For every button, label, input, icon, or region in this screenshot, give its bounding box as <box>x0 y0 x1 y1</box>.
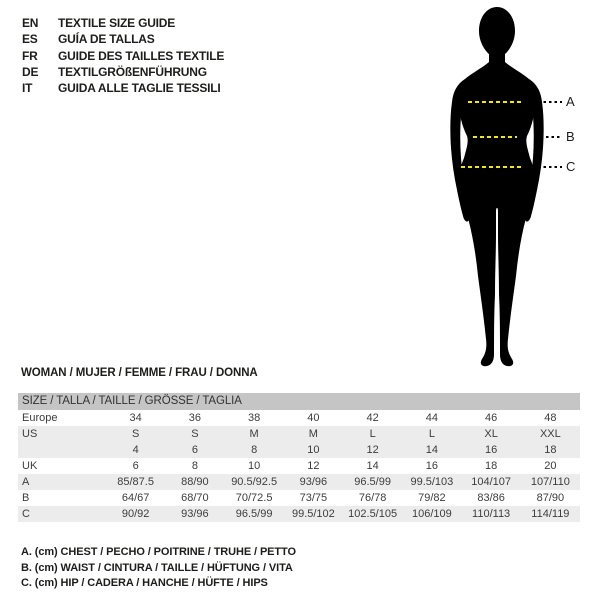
measure-label-waist: B <box>566 129 575 144</box>
chest-leader-dots <box>538 101 562 103</box>
waist-dash-line <box>473 136 517 138</box>
size-value: 12 <box>307 460 320 472</box>
language-code: ES <box>22 32 38 47</box>
row-label: Europe <box>22 412 58 424</box>
size-value: 68/70 <box>181 492 209 504</box>
size-value: 14 <box>366 460 379 472</box>
size-value: 83/86 <box>477 492 505 504</box>
waist-leader-dots <box>546 136 562 138</box>
size-value: 8 <box>191 460 198 472</box>
size-value: M <box>308 428 318 440</box>
size-value: M <box>249 428 259 440</box>
size-value: XXL <box>539 428 561 440</box>
legend-chest: A. (cm) CHEST / PECHO / POITRINE / TRUHE / PETTO <box>21 546 296 558</box>
size-value: 85/87.5 <box>117 476 154 488</box>
size-value: XL <box>484 428 498 440</box>
size-value: 93/96 <box>181 508 209 520</box>
size-value: 76/78 <box>358 492 387 504</box>
size-value: 42 <box>366 412 379 424</box>
guide-title: GUIDA ALLE TAGLIE TESSILI <box>58 81 221 96</box>
row-label: C <box>22 508 30 520</box>
size-value: 96.5/99 <box>235 508 273 520</box>
size-value: 10 <box>307 444 320 456</box>
size-value: 90.5/92.5 <box>231 476 278 488</box>
size-value: S <box>191 428 199 440</box>
legend-hip: C. (cm) HIP / CADERA / HANCHE / HÜFTE / HIPS <box>21 577 268 590</box>
chest-dash-line <box>468 101 524 103</box>
language-code: EN <box>22 16 39 30</box>
size-value: 79/82 <box>418 492 446 504</box>
size-value: 114/119 <box>531 508 570 520</box>
measure-label-hip: C <box>566 159 576 174</box>
size-value: 102.5/105 <box>348 508 398 520</box>
size-value: 107/110 <box>530 476 570 488</box>
size-value: 16 <box>485 444 498 456</box>
size-value: 6 <box>191 444 198 456</box>
size-value: 48 <box>544 412 557 424</box>
size-value: 6 <box>132 460 139 472</box>
size-value: 70/72.5 <box>235 492 273 504</box>
language-code: FR <box>22 48 38 63</box>
table-row <box>18 442 580 458</box>
table-row <box>18 506 580 522</box>
size-value: 88/90 <box>181 476 209 488</box>
hip-dash-line <box>461 166 524 168</box>
size-value: 93/96 <box>299 476 328 488</box>
guide-title: TEXTILE SIZE GUIDE <box>58 16 176 30</box>
size-value: 44 <box>425 412 438 424</box>
language-row <box>22 80 224 96</box>
size-value: 40 <box>307 412 320 424</box>
size-value: 104/107 <box>471 476 511 488</box>
size-value: 46 <box>485 412 498 424</box>
measure-label-chest: A <box>566 94 575 109</box>
size-value: 99.5/103 <box>410 476 454 488</box>
language-code: IT <box>22 81 33 96</box>
table-row <box>18 458 580 474</box>
size-value: 110/113 <box>472 508 511 520</box>
size-value: 36 <box>188 412 201 424</box>
size-value: 96.5/99 <box>354 476 391 488</box>
guide-title: TEXTILGRÖßENFÜHRUNG <box>58 64 207 79</box>
size-value: 99.5/102 <box>291 508 335 520</box>
measurement-legend <box>21 545 296 592</box>
size-value: 4 <box>132 444 139 456</box>
row-label <box>18 442 106 458</box>
size-value: 64/67 <box>121 492 150 504</box>
size-value: 16 <box>425 460 438 472</box>
table-title: WOMAN / MUJER / FEMME / FRAU / DONNA <box>21 367 258 379</box>
woman-silhouette <box>430 4 564 370</box>
size-value: L <box>428 428 435 440</box>
legend-waist: B. (cm) WAIST / CINTURA / TAILLE / HÜFTUNG / VITA <box>21 561 293 574</box>
size-table-header: SIZE / TALLA / TAILLE / GRÖSSE / TAGLIA <box>18 393 580 410</box>
size-value: S <box>131 428 140 440</box>
row-label: B <box>22 492 30 504</box>
table-row <box>18 474 580 490</box>
guide-title: GUIDE DES TAILLES TEXTILE <box>58 48 225 63</box>
table-row <box>18 426 580 442</box>
language-row <box>22 64 224 80</box>
size-value: 106/109 <box>411 508 452 520</box>
silhouette-torso-legs <box>459 48 535 366</box>
size-value: 38 <box>248 412 261 424</box>
size-table-body <box>18 410 580 522</box>
language-title-block <box>22 15 224 96</box>
size-table <box>18 393 580 522</box>
row-label: UK <box>22 460 38 472</box>
table-row <box>18 490 580 506</box>
language-row <box>22 31 224 47</box>
size-value: 8 <box>251 444 258 456</box>
size-value: 20 <box>544 460 557 472</box>
row-label: A <box>22 476 30 488</box>
language-code: DE <box>22 64 39 79</box>
row-label: US <box>22 428 38 440</box>
size-value: 18 <box>485 460 498 472</box>
size-value: 34 <box>129 412 142 424</box>
size-value: 90/92 <box>121 508 150 520</box>
size-value: 73/75 <box>299 492 328 504</box>
language-row <box>22 15 224 31</box>
guide-title: GUÍA DE TALLAS <box>58 32 155 47</box>
size-value: 87/90 <box>536 492 565 504</box>
size-value: 12 <box>366 444 379 456</box>
table-row <box>18 410 580 426</box>
hip-leader-dots <box>538 166 562 168</box>
language-row <box>22 48 224 64</box>
size-value: 10 <box>248 460 261 472</box>
size-value: 18 <box>544 444 557 456</box>
size-value: L <box>369 428 376 440</box>
size-value: 14 <box>425 444 438 456</box>
